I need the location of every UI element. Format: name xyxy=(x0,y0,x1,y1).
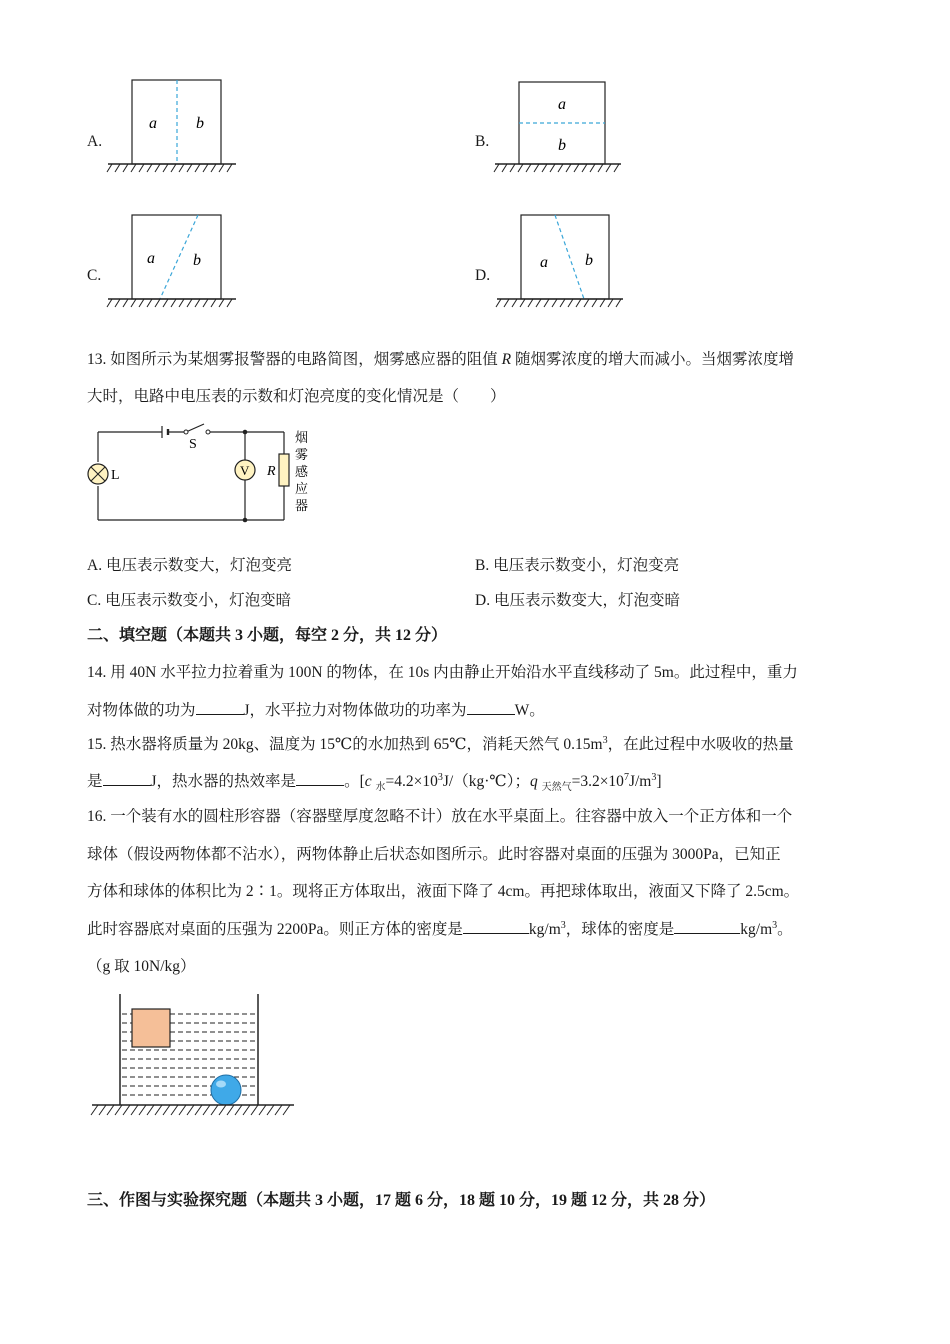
q16-line5: （g 取 10N/kg） xyxy=(87,958,196,975)
voltmeter-label: V xyxy=(240,463,250,478)
fig-d-right-label: b xyxy=(585,252,593,269)
fig-d-left-label: a xyxy=(540,254,548,271)
ball-icon xyxy=(211,1075,241,1105)
q12-figure-d xyxy=(493,210,633,310)
q12-figure-b xyxy=(491,77,631,177)
answer-blank[interactable] xyxy=(463,919,529,934)
q13-option-c: C. 电压表示数变小，灯泡变暗 xyxy=(87,592,292,609)
q13-option-a: A. 电压表示数变大，灯泡变亮 xyxy=(87,557,292,574)
q12-option-d-label: D. xyxy=(475,267,491,284)
q13-option-b: B. 电压表示数变小，灯泡变亮 xyxy=(475,557,680,574)
q15-line2: 是 J，热水器的热效率是 。[c $_水=4.2\times 10^3J/(kg\cdot℃)$；q $_{天然气}=3.2\times 10^7J/m^3$] xyxy=(87,771,662,794)
q13-stem-line1: 13. 如图所示为某烟雾报警器的电路简图，烟雾感应器的阻值 R 随烟雾浓度的增大而减小。当烟雾浓度增 xyxy=(87,351,794,368)
q16-line1: 16. 一个装有水的圆柱形容器（容器壁厚度忽略不计）放在水平桌面上。往容器中放入一个正方体和一个 xyxy=(87,808,793,825)
sensor-label-char: 感 xyxy=(295,464,309,479)
q16-line2: 球体（假设两物体都不沾水），两物体静止后状态如图所示。此时容器对桌面的压强为 3000Pa，已知正 xyxy=(87,846,781,863)
fig-b-top-label: a xyxy=(558,96,566,113)
answer-blank[interactable] xyxy=(296,771,344,786)
fig-b-bottom-label: b xyxy=(558,137,566,154)
q12-option-a-label: A. xyxy=(87,133,103,150)
q13-circuit-diagram xyxy=(84,420,324,530)
answer-blank[interactable] xyxy=(196,700,244,715)
fig-c-left-label: a xyxy=(147,250,155,267)
q12-option-c-label: C. xyxy=(87,267,102,284)
answer-blank[interactable] xyxy=(674,919,740,934)
q14-line1: 14. 用 40N 水平拉力拉着重为 100N 的物体，在 10s 内由静止开始沿水平直线移动了 5m。此过程中，重力 xyxy=(87,664,798,681)
switch-label: S xyxy=(189,437,197,452)
section-3-heading: 三、作图与实验探究题（本题共 3 小题，17 题 6 分，18 题 10 分，19 题 12 分，共 28 分） xyxy=(87,1192,716,1209)
fig-a-right-label: b xyxy=(196,115,204,132)
fig-a-left-label: a xyxy=(149,115,157,132)
q12-option-b-label: B. xyxy=(475,133,490,150)
section-2-heading: 二、填空题（本题共 3 小题，每空 2 分，共 12 分） xyxy=(87,627,448,644)
sensor-label-char: 烟 xyxy=(295,430,309,445)
q13-option-d: D. 电压表示数变大，灯泡变暗 xyxy=(475,592,680,609)
q14-line2: 对物体做的功为 J，水平拉力对物体做功的功率为 W。 xyxy=(87,702,545,719)
resistor-icon xyxy=(279,454,289,486)
lamp-label: L xyxy=(111,468,120,483)
q16-line4: 此时容器底对桌面的压强为 2200Pa。则正方体的密度是 $kg/m^3$，球体的密度是 $kg/m^3$。 xyxy=(87,919,793,938)
sensor-label-char: 器 xyxy=(295,498,309,513)
sensor-label-char: 雾 xyxy=(295,447,309,462)
answer-blank[interactable] xyxy=(103,771,151,786)
resistor-label: R xyxy=(267,464,276,479)
q12-figure-a xyxy=(104,75,244,175)
q12-figure-c xyxy=(104,210,244,310)
sensor-label-char: 应 xyxy=(295,481,309,496)
q16-container-figure xyxy=(88,990,298,1120)
q13-stem-line2: 大时，电路中电压表的示数和灯泡亮度的变化情况是（ ） xyxy=(87,388,506,405)
fig-c-right-label: b xyxy=(193,252,201,269)
answer-blank[interactable] xyxy=(467,700,515,715)
q16-line3: 方体和球体的体积比为 2∶1。现将正方体取出，液面下降了 4cm。再把球体取出，液面又下降了 2.5cm。 xyxy=(87,883,800,900)
cube-icon xyxy=(132,1009,170,1047)
q15-line1: 15. 热水器将质量为 20kg、温度为 15℃的水加热到 65℃，消耗天然气 $0.15m^3$，在此过程中水吸收的热量 xyxy=(87,734,794,753)
